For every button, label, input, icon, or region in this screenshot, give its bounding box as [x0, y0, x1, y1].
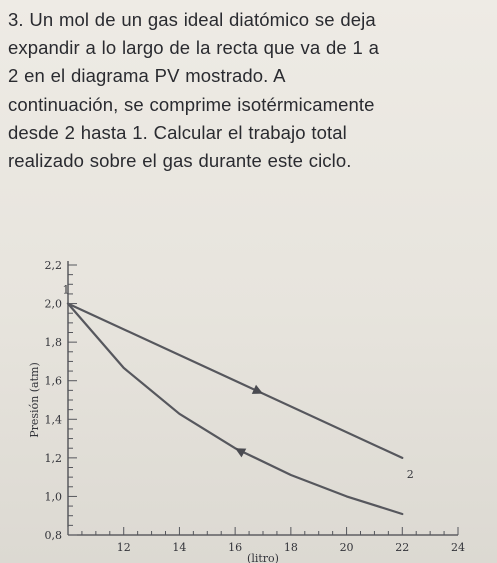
point-label-1: 1 [62, 283, 70, 297]
problem-line: 2 en el diagrama PV mostrado. A [8, 65, 286, 87]
y-tick-label: 1,2 [44, 451, 62, 465]
y-tick-label: 2,2 [44, 259, 62, 272]
x-tick-label: 14 [172, 541, 187, 554]
pv-diagram-svg [0, 240, 497, 563]
y-tick-label: 1,8 [44, 336, 62, 350]
pv-diagram [0, 240, 497, 563]
problem-statement [8, 6, 493, 175]
y-tick-label: 1,0 [44, 490, 62, 504]
y-tick-label: 1,4 [44, 413, 62, 427]
y-tick-label: 1,6 [44, 374, 62, 388]
problem-line: expandir a lo largo de la recta que va de 1 a [8, 37, 379, 59]
y-tick-label: 2,0 [44, 297, 62, 311]
x-tick-label: 22 [395, 541, 410, 554]
x-tick-label: 24 [451, 541, 465, 554]
x-tick-label: 16 [228, 541, 243, 554]
problem-line: continuación, se comprime isotérmicamente [8, 93, 375, 115]
point-label-2: 2 [406, 467, 414, 481]
y-axis-title: Presión (atm) [28, 362, 41, 438]
x-tick-label: 18 [283, 541, 298, 554]
x-tick-label: 12 [116, 541, 131, 554]
problem-line: 3. Un mol de un gas ideal diatómico se deja [8, 9, 376, 30]
problem-line: desde 2 hasta 1. Calcular el trabajo total [8, 121, 347, 143]
y-tick-label: 0,8 [44, 529, 62, 542]
chart-root [28, 259, 465, 563]
x-tick-label: 20 [339, 541, 354, 554]
problem-line: realizado sobre el gas durante este ciclo. [8, 150, 352, 172]
isotherm-curve-2-to-1 [68, 304, 402, 514]
process-line-1-to-2 [68, 304, 402, 458]
x-axis-title: (litro) [247, 552, 279, 563]
